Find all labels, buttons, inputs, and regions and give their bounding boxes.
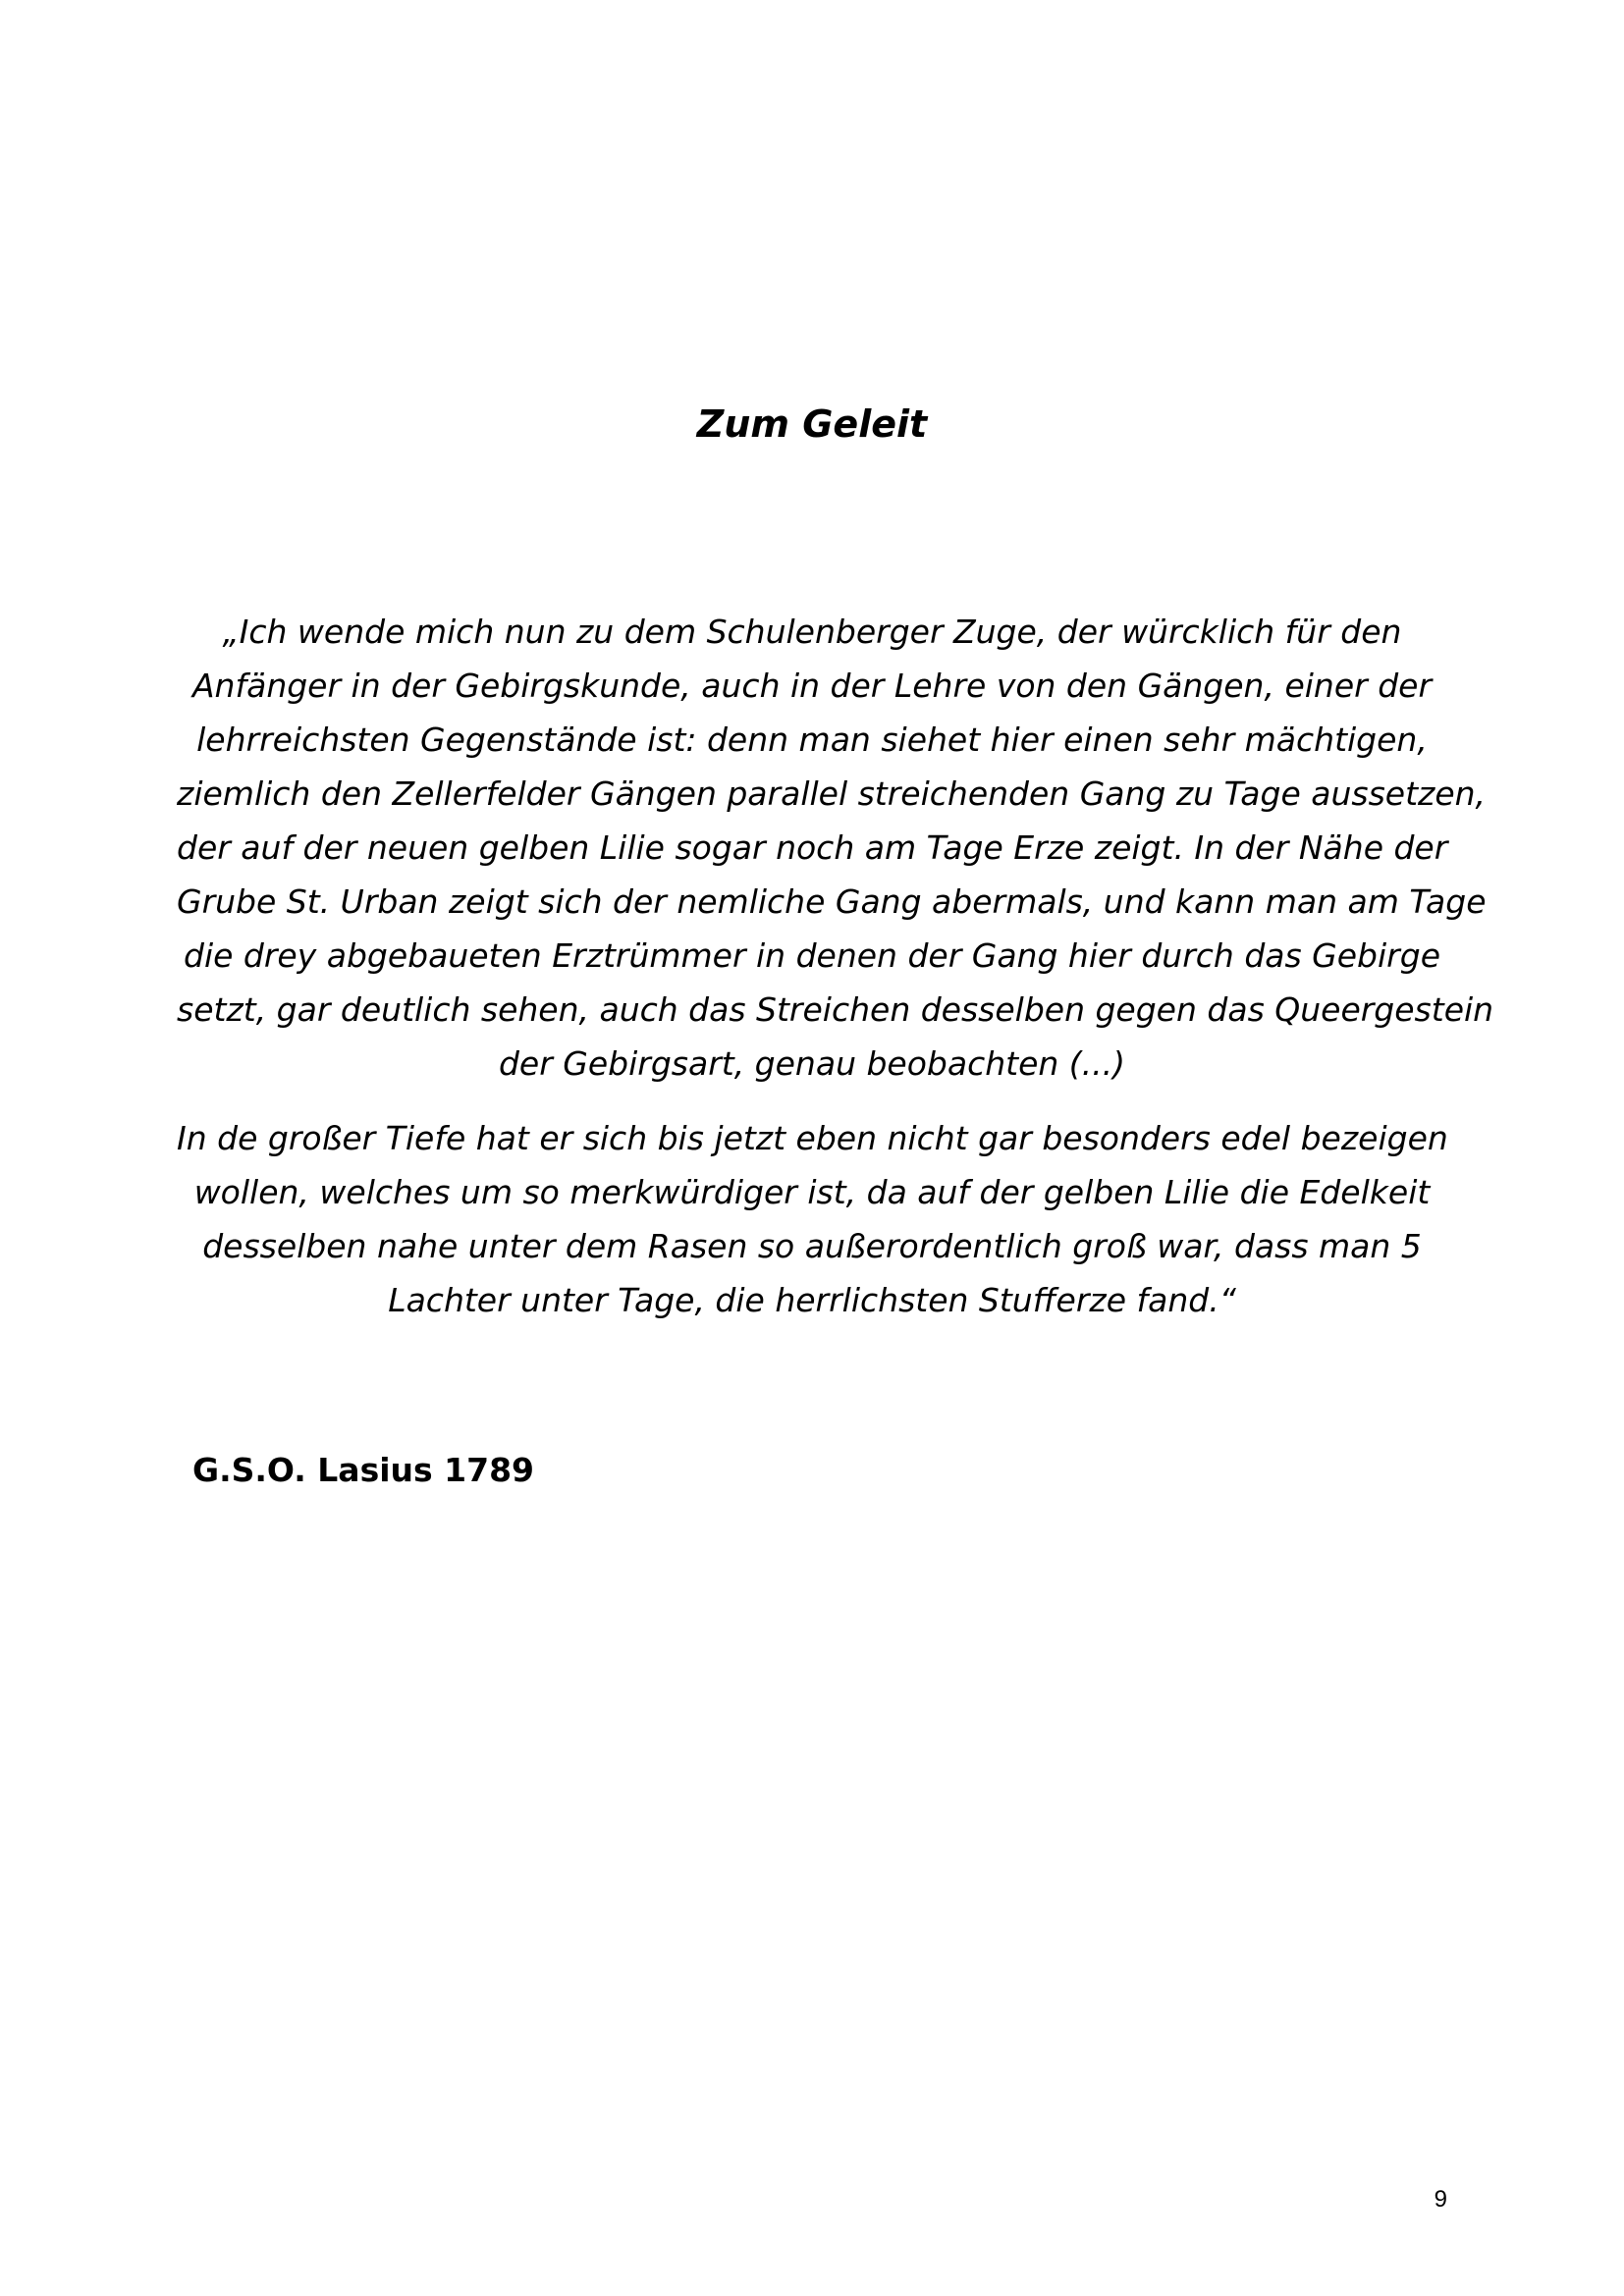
quote-author: G.S.O. Lasius 1789	[192, 1451, 534, 1489]
quote-line: In de großer Tiefe hat er sich bis jetzt eben nicht gar besonders edel bezeigen	[177, 1119, 1448, 1157]
quote-line: der auf der neuen gelben Lilie sogar noch am Tage Erze zeigt. In der Nähe der	[177, 828, 1448, 867]
quote-line: Grube St. Urban zeigt sich der nemliche Gang abermals, und kann man am Tage	[177, 882, 1487, 921]
page-title: Zum Geleit	[696, 402, 928, 446]
quote-line: der Gebirgsart, genau beobachten (...)	[498, 1044, 1126, 1083]
page-number: 9	[1434, 2186, 1447, 2213]
quote-line: setzt, gar deutlich sehen, auch das Streichen desselben gegen das Queergestein	[177, 990, 1494, 1029]
paragraph-spacer	[177, 1091, 1447, 1111]
quote-block	[177, 605, 1494, 1327]
quote-line: lehrreichsten Gegenstände ist: denn man siehet hier einen sehr mächtigen,	[196, 721, 1428, 759]
quote-line: Anfänger in der Gebirgskunde, auch in der Lehre von den Gängen, einer der	[191, 667, 1433, 705]
quote-line: „Ich wende mich nun zu dem Schulenberger Zuge, der würcklich für den	[222, 613, 1402, 651]
quote-line: wollen, welches um so merkwürdiger ist, da auf der gelben Lilie die Edelkeit	[193, 1173, 1431, 1211]
quote-line: desselben nahe unter dem Rasen so außerordentlich groß war, dass man 5	[202, 1227, 1422, 1265]
quote-line: Lachter unter Tage, die herrlichsten Stufferze fand.“	[388, 1281, 1236, 1319]
quote-line: die drey abgebaueten Erztrümmer in denen der Gang hier durch das Gebirge	[184, 936, 1440, 975]
quote-line: ziemlich den Zellerfelder Gängen parallel streichenden Gang zu Tage aussetzen,	[177, 774, 1487, 813]
